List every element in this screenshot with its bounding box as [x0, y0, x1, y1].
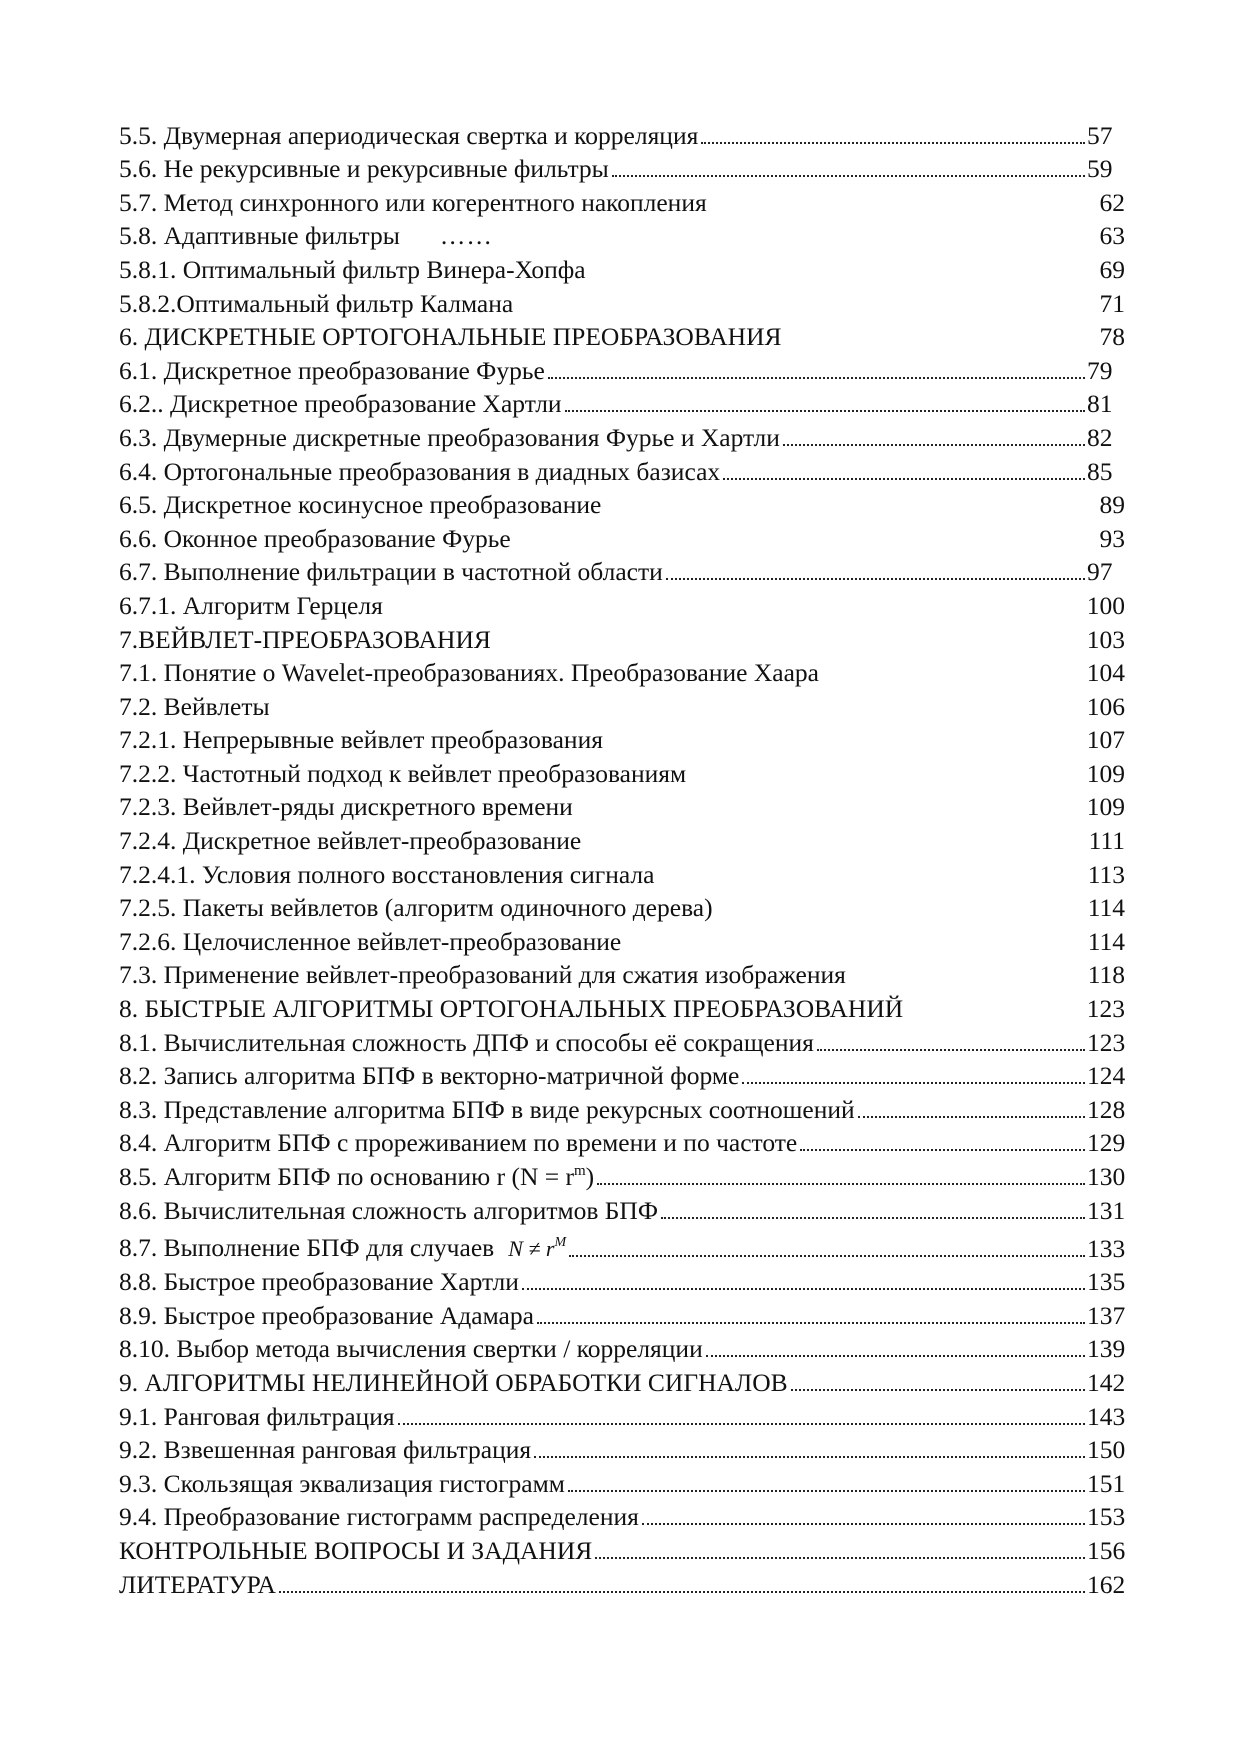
toc-entry-page-number: 114 [1087, 893, 1125, 923]
toc-entry-title [119, 692, 270, 722]
toc-entry-title-text: 6.6. Оконное преобразование Фурье [119, 523, 511, 553]
toc-entry-title [119, 1267, 519, 1297]
toc-entry-title-text: 5.5. Двумерная апериодическая свертка и корреляция [119, 120, 699, 150]
toc-entry-title-text: КОНТРОЛЬНЫЕ ВОПРОСЫ И ЗАДАНИЯ [119, 1535, 593, 1565]
toc-entry[interactable] [119, 990, 1129, 1024]
toc-entry-title [119, 893, 713, 923]
toc-entry-page-number: 93 [1099, 523, 1125, 553]
toc-entry-title-text: 8.6. Вычислительная сложность алгоритмов БПФ [119, 1195, 658, 1225]
toc-dot-leader [723, 457, 1085, 487]
toc-entry-title [119, 154, 609, 184]
toc-entry[interactable] [119, 822, 1129, 856]
toc-entry-title-text: 5.8.2.Оптимальный фильтр Калмана [119, 288, 514, 318]
toc-entry-formula-base: N ≠ r [508, 1235, 555, 1261]
toc-entry-title-text: 6.1. Дискретное преобразование Фурье [119, 355, 545, 385]
toc-entry-title [119, 960, 846, 990]
toc-entry[interactable] [119, 554, 1129, 588]
toc-entry-title [119, 121, 698, 151]
toc-entry-page-number: 123 [1086, 994, 1125, 1024]
toc-entry-title [119, 1334, 703, 1364]
toc-dot-leader [565, 389, 1085, 419]
toc-dot-leader [706, 1334, 1085, 1364]
toc-dot-leader [514, 524, 1081, 554]
toc-entry-title-text: 8.1. Вычислительная сложность ДПФ и способы её сокращения [119, 1027, 814, 1057]
toc-entry[interactable] [119, 688, 1129, 722]
toc-entry-title-text: 8.5. Алгоритм БПФ по основанию r (N = r [119, 1162, 574, 1191]
toc-entry-title [119, 994, 903, 1024]
toc-dot-leader [398, 1402, 1085, 1432]
toc-entry-title-text: 6.2.. Дискретное преобразование Хартли [119, 389, 562, 419]
toc-dot-leader [386, 591, 1081, 621]
toc-entry[interactable] [119, 722, 1129, 756]
toc-entry[interactable] [119, 923, 1129, 957]
toc-entry[interactable] [119, 890, 1129, 924]
toc-entry-title-text: 5.7. Метод синхронного или когерентного накопления [119, 187, 707, 217]
toc-entry[interactable] [119, 285, 1129, 319]
toc-entry-title-text: 5.8. Адаптивные фильтры [119, 221, 400, 251]
toc-entry-title [119, 322, 782, 352]
toc-entry[interactable] [119, 487, 1129, 521]
toc-entry-page-number: 59 [1087, 154, 1113, 184]
toc-entry[interactable] [119, 251, 1129, 285]
toc-entry-title [119, 423, 780, 453]
toc-entry-title-text: 5.6. Не рекурсивные и рекурсивные фильтры [119, 154, 609, 184]
toc-dot-leader [624, 927, 1081, 957]
toc-entry[interactable] [119, 453, 1129, 487]
toc-entry-title-text: 9.1. Ранговая фильтрация [119, 1401, 395, 1431]
toc-dot-leader [800, 1128, 1085, 1158]
toc-entry[interactable] [119, 1125, 1129, 1159]
toc-entry[interactable] [119, 1499, 1129, 1533]
toc-entry[interactable] [119, 1058, 1129, 1092]
toc-entry-title-text: 5.8.1. Оптимальный фильтр Винера-Хопфа [119, 254, 586, 284]
toc-dot-leader [661, 1196, 1085, 1226]
toc-entry-page-number: 137 [1087, 1300, 1126, 1330]
toc-entry[interactable] [119, 789, 1129, 823]
toc-dot-leader [689, 759, 1081, 789]
toc-entry-title-text: 6. ДИСКРЕТНЫЕ ОРТОГОНАЛЬНЫЕ ПРЕОБРАЗОВАНИЯ [119, 322, 782, 352]
toc-entry-title [119, 658, 819, 688]
toc-dot-leader [279, 1570, 1085, 1600]
toc-entry-title [119, 792, 573, 822]
toc-dot-leader [657, 860, 1081, 890]
toc-entry-title [119, 1028, 814, 1058]
toc-entry[interactable] [119, 621, 1129, 655]
toc-entry-title [119, 1570, 276, 1600]
toc-entry-page-number: 106 [1086, 691, 1125, 721]
toc-entry-title-text: 9. АЛГОРИТМЫ НЕЛИНЕЙНОЙ ОБРАБОТКИ СИГНАЛОВ [119, 1367, 788, 1397]
toc-dot-leader [906, 994, 1081, 1024]
toc-entry-page-number: 162 [1087, 1569, 1126, 1599]
toc-entry-title-text: 7.2.1. Непрерывные вейвлет преобразования [119, 725, 603, 755]
toc-entry-title-text: 8.10. Выбор метода вычисления свертки / корреляции [119, 1334, 703, 1364]
toc-entry-page-number: 150 [1087, 1435, 1126, 1465]
toc-entry[interactable] [119, 1226, 1129, 1264]
toc-entry-title [119, 255, 586, 285]
toc-entry[interactable] [119, 1264, 1129, 1298]
toc-dot-leader [710, 188, 1081, 218]
toc-dot-leader [273, 692, 1081, 722]
toc-dot-leader [822, 658, 1081, 688]
toc-entry[interactable] [119, 856, 1129, 890]
toc-entry-page-number: 129 [1087, 1128, 1126, 1158]
toc-entry-title [119, 1469, 565, 1499]
toc-dot-leader [568, 1469, 1085, 1499]
toc-dot-leader [791, 1368, 1085, 1398]
toc-entry[interactable] [119, 1398, 1129, 1432]
toc-entry-title-text: 7.2.5. Пакеты вейвлетов (алгоритм одиночного дерева) [119, 893, 713, 923]
toc-dot-leader [522, 1267, 1085, 1297]
toc-entry-title-text: 9.2. Взвешенная ранговая фильтрация [119, 1435, 532, 1465]
toc-dot-leader [666, 557, 1085, 587]
toc-entry-title-text: 7.2.6. Целочисленное вейвлет-преобразование [119, 926, 622, 956]
toc-entry-title [119, 759, 686, 789]
toc-entry-title-text: 8.8. Быстрое преобразование Хартли [119, 1267, 519, 1297]
toc-entry-title [119, 1095, 855, 1125]
toc-entry[interactable] [119, 1566, 1129, 1600]
toc-dot-leader [569, 1234, 1085, 1264]
toc-entry-page-number: 130 [1087, 1162, 1126, 1191]
toc-dot-leader [716, 893, 1081, 923]
toc-dot-leader [785, 322, 1081, 352]
toc-entry[interactable] [119, 1192, 1129, 1226]
toc-entry-page-number: 71 [1099, 288, 1125, 318]
toc-entry[interactable] [119, 1432, 1129, 1466]
toc-entry-page-number: 124 [1087, 1061, 1126, 1091]
toc-entry-title-text: 9.4. Преобразование гистограмм распределения [119, 1502, 639, 1532]
toc-entry-title [119, 356, 545, 386]
toc-entry[interactable] [119, 1331, 1129, 1365]
toc-entry[interactable] [119, 1158, 1129, 1192]
toc-dot-leader [817, 1028, 1085, 1058]
toc-entry-page-number: 79 [1087, 355, 1113, 385]
toc-dot-leader [642, 1502, 1085, 1532]
toc-entry-page-number: 78 [1099, 322, 1125, 352]
toc-dot-leader [849, 960, 1081, 990]
toc-entry-title [119, 1435, 531, 1465]
toc-entry-page-number: 85 [1087, 456, 1113, 486]
toc-entry-title-text: 7.2.4. Дискретное вейвлет-преобразование [119, 826, 582, 856]
toc-entry[interactable] [119, 1364, 1129, 1398]
toc-entry-page-number: 69 [1099, 254, 1125, 284]
toc-entry-title-text: ЛИТЕРАТУРА [119, 1569, 276, 1599]
toc-entry-title-text: 9.3. Скользящая эквализация гистограмм [119, 1468, 565, 1498]
toc-entry-title [119, 860, 654, 890]
toc-entry-title [119, 1156, 594, 1192]
toc-entry-title-text: 7.3. Применение вейвлет-преобразований для сжатия изображения [119, 960, 846, 990]
toc-entry-page-number: 142 [1087, 1367, 1126, 1397]
toc-entry-title [119, 221, 400, 251]
toc-entry-title [119, 1368, 788, 1398]
toc-entry[interactable] [119, 151, 1129, 185]
toc-entry-title-text: 6.7. Выполнение фильтрации в частотной области [119, 557, 663, 587]
table-of-contents [119, 117, 1129, 1600]
toc-entry-title [119, 1402, 395, 1432]
toc-dot-leader [597, 1162, 1085, 1192]
toc-entry-title-text: 7.2.3. Вейвлет-ряды дискретного времени [119, 792, 573, 822]
toc-entry-title [119, 188, 707, 218]
toc-entry-formula-superscript: M [554, 1234, 567, 1250]
toc-entry[interactable] [119, 184, 1129, 218]
toc-entry-title [119, 927, 621, 957]
toc-entry[interactable] [119, 957, 1129, 991]
toc-entry[interactable] [119, 319, 1129, 353]
toc-entry-page-number: 81 [1087, 389, 1113, 419]
toc-entry-page-number: 133 [1087, 1233, 1126, 1263]
toc-entry[interactable] [119, 117, 1129, 151]
toc-entry-page-number: 114 [1087, 926, 1125, 956]
toc-entry-page-number: 135 [1087, 1267, 1126, 1297]
toc-entry-page-number: 57 [1087, 120, 1113, 150]
toc-entry[interactable] [119, 1091, 1129, 1125]
toc-entry-page-number: 118 [1087, 960, 1125, 990]
toc-dot-leader [858, 1095, 1085, 1125]
toc-entry-title-text: 7.2.2. Частотный подход к вейвлет преобразованиям [119, 758, 687, 788]
toc-entry-title [119, 1301, 534, 1331]
toc-entry-title-text: 8.4. Алгоритм БПФ с прореживанием по времени и по частоте [119, 1128, 798, 1158]
toc-entry[interactable] [119, 386, 1129, 420]
toc-entry-formula [508, 1236, 566, 1261]
toc-dot-leader [595, 1536, 1085, 1566]
toc-entry-page-number: 89 [1099, 490, 1125, 520]
toc-dot-leader [589, 255, 1081, 285]
toc-entry[interactable] [119, 587, 1129, 621]
toc-entry-page-number: 123 [1087, 1027, 1126, 1057]
toc-entry-page-number: 128 [1087, 1094, 1126, 1124]
toc-entry[interactable] [119, 1297, 1129, 1331]
toc-entry[interactable] [119, 1024, 1129, 1058]
toc-entry-title [119, 826, 581, 856]
toc-dot-leader [612, 154, 1085, 184]
toc-dot-leader [606, 725, 1081, 755]
toc-entry[interactable] [119, 1532, 1129, 1566]
toc-dot-leader [534, 1435, 1085, 1465]
toc-entry-page-number: 109 [1086, 792, 1125, 822]
toc-entry-superscript: m [573, 1163, 586, 1179]
toc-entry-page-number: 104 [1086, 658, 1125, 688]
toc-entry[interactable] [119, 1465, 1129, 1499]
toc-entry-title-tail: ) [585, 1162, 595, 1191]
toc-dot-leader [496, 221, 1081, 251]
toc-entry-ellipsis: …… [439, 221, 493, 251]
toc-dot-leader [516, 289, 1081, 319]
toc-entry[interactable] [119, 218, 1129, 252]
toc-dot-leader [537, 1301, 1085, 1331]
toc-entry-title [119, 457, 720, 487]
toc-entry-title [119, 591, 383, 621]
toc-entry-title-text: 7.ВЕЙВЛЕТ-ПРЕОБРАЗОВАНИЯ [119, 624, 491, 654]
toc-entry-title [119, 1061, 739, 1091]
toc-entry-title [119, 490, 601, 520]
toc-entry-page-number: 62 [1099, 187, 1125, 217]
toc-entry-title-text: 6.5. Дискретное косинусное преобразование [119, 490, 602, 520]
toc-entry-title-text: 8.2. Запись алгоритма БПФ в векторно-матричной форме [119, 1061, 740, 1091]
toc-dot-leader [548, 356, 1085, 386]
toc-entry-title [119, 1228, 566, 1264]
toc-entry-title-text: 7.2. Вейвлеты [119, 691, 270, 721]
toc-entry[interactable] [119, 755, 1129, 789]
toc-entry-page-number: 139 [1087, 1334, 1126, 1364]
toc-entry-page-number: 100 [1086, 590, 1125, 620]
toc-dot-leader [604, 490, 1081, 520]
toc-entry-title-text: 8.3. Представление алгоритма БПФ в виде рекурсных соотношений [119, 1094, 855, 1124]
toc-entry-title-text: 7.2.4.1. Условия полного восстановления сигнала [119, 859, 655, 889]
toc-entry-page-number: 97 [1087, 557, 1113, 587]
toc-dot-leader [701, 121, 1085, 151]
toc-entry-page-number: 109 [1086, 758, 1125, 788]
toc-entry-title [119, 1502, 639, 1532]
toc-dot-leader [576, 792, 1081, 822]
toc-entry-title-text: 6.3. Двумерные дискретные преобразования Фурье и Хартли [119, 422, 780, 452]
toc-entry-title [119, 557, 663, 587]
toc-entry[interactable] [119, 520, 1129, 554]
toc-entry-title-text: 6.7.1. Алгоритм Герцеля [119, 590, 383, 620]
toc-dot-leader [494, 625, 1081, 655]
toc-entry-title [119, 625, 491, 655]
toc-entry-title [119, 524, 511, 554]
toc-entry-title [119, 1536, 592, 1566]
toc-dot-leader [783, 423, 1085, 453]
toc-entry-title [119, 289, 513, 319]
toc-entry-title-text: 8.7. Выполнение БПФ для случаев [119, 1232, 495, 1262]
toc-entry-title-text: 8.9. Быстрое преобразование Адамара [119, 1300, 534, 1330]
toc-entry-title-text: 6.4. Ортогональные преобразования в диадных базисах [119, 456, 721, 486]
toc-entry-page-number: 151 [1087, 1468, 1126, 1498]
toc-entry-page-number: 153 [1087, 1502, 1126, 1532]
toc-entry-title [119, 725, 603, 755]
toc-entry-title [119, 1128, 797, 1158]
toc-entry[interactable] [119, 352, 1129, 386]
toc-entry-title [119, 1196, 658, 1226]
toc-dot-leader [584, 826, 1081, 856]
toc-dot-leader [742, 1061, 1085, 1091]
toc-entry[interactable] [119, 655, 1129, 689]
toc-entry-page-number: 103 [1086, 624, 1125, 654]
toc-entry-page-number: 143 [1087, 1401, 1126, 1431]
toc-entry-title [119, 389, 562, 419]
toc-entry-page-number: 63 [1099, 221, 1125, 251]
toc-entry-page-number: 111 [1088, 826, 1125, 856]
toc-entry[interactable] [119, 419, 1129, 453]
toc-entry-title-text: 7.1. Понятие о Wavelet-преобразованиях. Преобразование Хаара [119, 658, 819, 688]
toc-entry-title-text: 8. БЫСТРЫЕ АЛГОРИТМЫ ОРТОГОНАЛЬНЫХ ПРЕОБРАЗОВАНИЙ [119, 994, 904, 1024]
toc-entry-page-number: 113 [1087, 859, 1125, 889]
toc-entry-page-number: 82 [1087, 422, 1113, 452]
toc-entry-page-number: 107 [1086, 725, 1125, 755]
toc-entry-page-number: 156 [1087, 1535, 1126, 1565]
toc-entry-page-number: 131 [1087, 1195, 1126, 1225]
